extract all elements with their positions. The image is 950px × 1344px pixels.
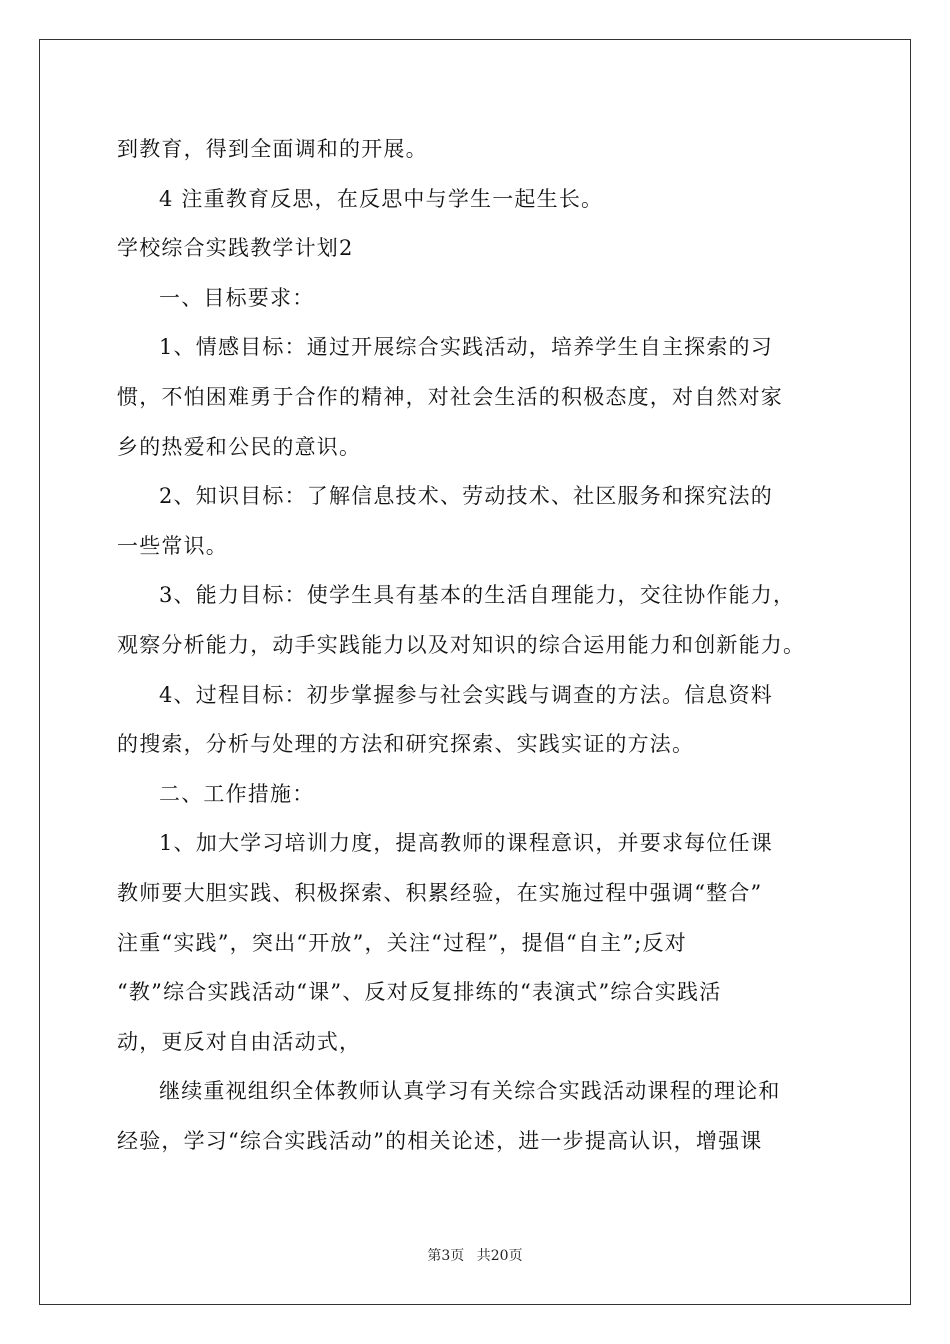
text-line: 乡的热爱和公民的意识。 bbox=[117, 434, 362, 459]
text-line: 经验，学习“综合实践活动”的相关论述，进一步提高认识，增强课 bbox=[117, 1128, 763, 1153]
text-line: 继续重视组织全体教师认真学习有关综合实践活动课程的理论和 bbox=[159, 1079, 781, 1104]
text-line: 到教育，得到全面调和的开展。 bbox=[117, 137, 428, 161]
text-line: 4 注重教育反思，在反思中与学生一起生长。 bbox=[159, 186, 604, 211]
section-heading: 学校综合实践教学计划2 bbox=[117, 236, 354, 261]
page-number: 第3页 bbox=[427, 1248, 465, 1264]
document-body bbox=[117, 125, 837, 1166]
text-line: 3、能力目标：使学生具有基本的生活自理能力，交往协作能力， bbox=[159, 583, 796, 608]
text-line: 一些常识。 bbox=[117, 533, 228, 558]
text-line: 1、情感目标：通过开展综合实践活动，培养学生自主探索的习 bbox=[159, 335, 773, 360]
text-line: 观察分析能力，动手实践能力以及对知识的综合运用能力和创新能力。 bbox=[117, 632, 806, 657]
text-line: 注重“实践”，突出“开放”，关注“过程”，提倡“自主”;反对 bbox=[117, 930, 687, 955]
text-line: 教师要大胆实践、积极探索、积累经验，在实施过程中强调“整合” bbox=[117, 880, 763, 905]
subsection-heading: 一、目标要求： bbox=[159, 285, 315, 310]
text-line: 2、知识目标：了解信息技术、劳动技术、社区服务和探究法的 bbox=[159, 484, 773, 509]
subsection-heading: 二、工作措施： bbox=[159, 781, 315, 806]
text-line: “教”综合实践活动“课”、反对反复排练的“表演式”综合实践活 bbox=[117, 980, 722, 1005]
text-line: 惯，不怕困难勇于合作的精神，对社会生活的积极态度，对自然对家 bbox=[117, 384, 783, 409]
text-line: 动，更反对自由活动式， bbox=[117, 1029, 362, 1054]
text-line: 4、过程目标：初步掌握参与社会实践与调查的方法。信息资料 bbox=[159, 682, 773, 707]
page-total: 共20页 bbox=[476, 1248, 523, 1264]
text-line: 1、加大学习培训力度，提高教师的课程意识，并要求每位任课 bbox=[159, 831, 773, 856]
text-line: 的搜索，分析与处理的方法和研究探索、实践实证的方法。 bbox=[117, 732, 695, 757]
page-footer bbox=[0, 1245, 950, 1265]
